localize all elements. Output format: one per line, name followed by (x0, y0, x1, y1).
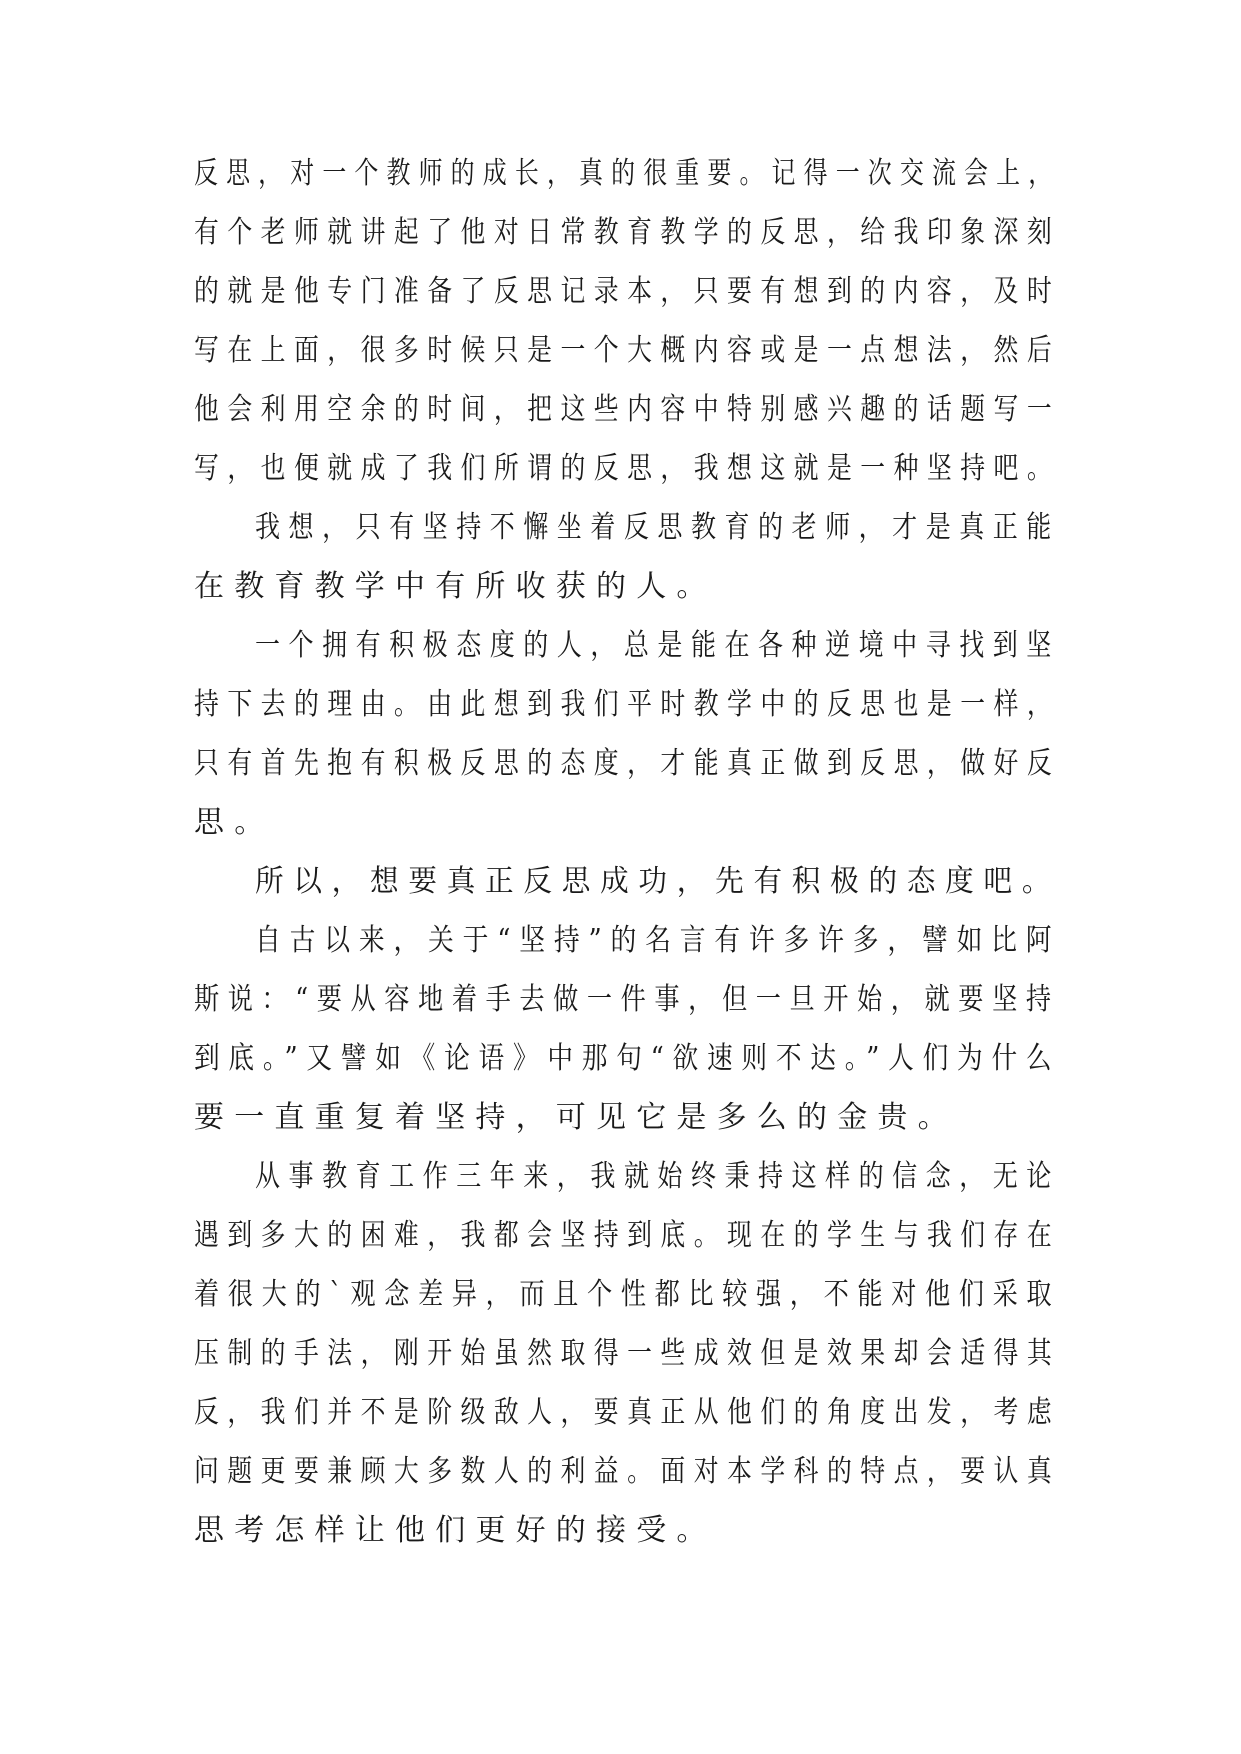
text-line: 着很大的`观念差异，而且个性都比较强，不能对他们采取 (194, 1277, 1061, 1312)
text-line: 反思，对一个教师的成长，真的很重要。记得一次交流会上， (194, 156, 1061, 191)
text-line: 只有首先抱有积极反思的态度，才能真正做到反思，做好反 (194, 746, 1061, 781)
text-line: 写，也便就成了我们所谓的反思，我想这就是一种坚持吧。 (194, 451, 1061, 486)
text-line: 我想，只有坚持不懈坐着反思教育的老师，才是真正能 (255, 510, 1060, 545)
text-line: 写在上面，很多时候只是一个大概内容或是一点想法，然后 (194, 333, 1061, 368)
text-line: 思。 (194, 805, 275, 840)
text-line: 问题更要兼顾大多数人的利益。面对本学科的特点，要认真 (194, 1454, 1061, 1489)
text-line: 一个拥有积极态度的人，总是能在各种逆境中寻找到坚 (255, 628, 1060, 663)
text-line: 持下去的理由。由此想到我们平时教学中的反思也是一样， (194, 687, 1061, 722)
text-line: 的就是他专门准备了反思记录本，只要有想到的内容，及时 (194, 274, 1061, 309)
text-line: 压制的手法，刚开始虽然取得一些成效但是效果却会适得其 (194, 1336, 1061, 1371)
text-line: 在教育教学中有所收获的人。 (194, 569, 717, 604)
text-line: 要一直重复着坚持，可见它是多么的金贵。 (194, 1100, 958, 1135)
text-line: 从事教育工作三年来，我就始终秉持这样的信念，无论 (255, 1159, 1060, 1194)
text-line: 自古以来，关于“坚持”的名言有许多许多，譬如比阿 (255, 923, 1061, 958)
text-line: 反，我们并不是阶级敌人，要真正从他们的角度出发，考虑 (194, 1395, 1061, 1430)
text-line: 他会利用空余的时间，把这些内容中特别感兴趣的话题写一 (194, 392, 1061, 427)
text-line: 思考怎样让他们更好的接受。 (194, 1513, 717, 1548)
text-line: 所以，想要真正反思成功，先有积极的态度吧。 (255, 864, 1061, 899)
text-line: 到底。”又譬如《论语》中那句“欲速则不达。”人们为什么 (194, 1041, 1061, 1076)
text-line: 斯说：“要从容地着手去做一件事，但一旦开始，就要坚持 (194, 982, 1060, 1017)
text-line: 遇到多大的困难，我都会坚持到底。现在的学生与我们存在 (194, 1218, 1061, 1253)
text-line: 有个老师就讲起了他对日常教育教学的反思，给我印象深刻 (194, 215, 1061, 250)
